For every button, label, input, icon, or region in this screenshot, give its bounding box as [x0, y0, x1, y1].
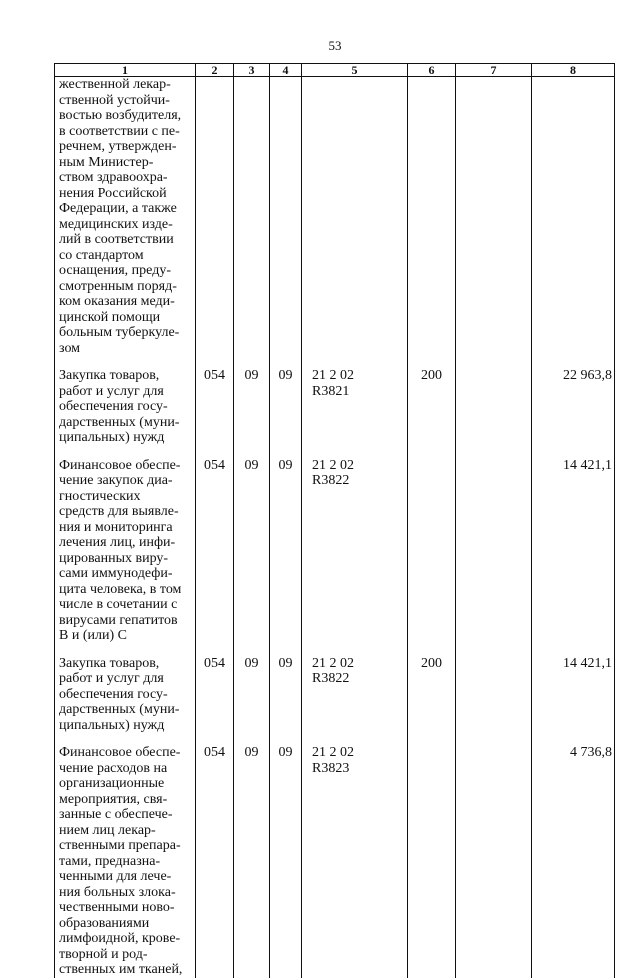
- row-expense-type: [408, 458, 456, 644]
- row-ministry-code: [196, 77, 234, 357]
- row-name-line: лимфоидной, крове-: [59, 931, 181, 946]
- table-row: [55, 77, 615, 357]
- row-name-line: ком оказания меди-: [59, 294, 175, 309]
- row-name-line: Финансовое обеспе-: [59, 745, 181, 760]
- row-section: 09: [234, 458, 270, 644]
- row-expense-type: [408, 745, 456, 978]
- header-col-2: 2: [196, 64, 234, 77]
- row-name-line: работ и услуг для: [59, 671, 164, 686]
- row-name-line: ственных им тканей,: [59, 962, 183, 977]
- row-name-line: образованиями: [59, 915, 150, 931]
- row-subsection: 09: [270, 656, 302, 734]
- row-name-line: обеспечения госу-: [59, 399, 168, 414]
- row-name: [55, 745, 196, 978]
- row-name-line: чественными ново-: [59, 900, 175, 915]
- row-gap: [55, 644, 615, 656]
- row-name-line: ципальных) нужд: [59, 430, 165, 445]
- row-amount: 14 421,1: [532, 458, 615, 644]
- row-amount: [532, 77, 615, 357]
- header-col-3: 3: [234, 64, 270, 77]
- row-name-line: оснащения, преду-: [59, 263, 171, 278]
- row-section: 09: [234, 368, 270, 446]
- row-name: [55, 458, 196, 644]
- page-number: 53: [328, 38, 342, 53]
- row-name-line: ственной устойчи-: [59, 92, 170, 108]
- row-name-line: востью возбудителя,: [59, 108, 182, 123]
- header-col-7: 7: [456, 64, 532, 77]
- header-col-1: 1: [55, 64, 196, 77]
- row-col7: [456, 458, 532, 644]
- row-name-line: Закупка товаров,: [59, 368, 160, 383]
- row-section: [234, 77, 270, 357]
- row-target-code: 21 2 02 R3823: [302, 745, 408, 978]
- row-name-line: в соответствии с пе-: [59, 123, 180, 139]
- row-name-line: В и (или) С: [59, 628, 127, 643]
- row-name-line: ченными для лече-: [59, 869, 172, 884]
- row-name-line: ципальных) нужд: [59, 717, 165, 733]
- row-name-line: организационные: [59, 776, 165, 791]
- row-name-line: дарственных (муни-: [59, 414, 180, 430]
- table-row: [55, 458, 615, 644]
- row-target-code: 21 2 02 R3822: [302, 458, 408, 644]
- row-subsection: 09: [270, 458, 302, 644]
- row-name-line: жественной лекар-: [59, 77, 171, 92]
- row-name: [55, 656, 196, 734]
- row-name-line: творной и род-: [59, 946, 148, 962]
- row-name: [55, 368, 196, 446]
- row-name-line: дарственных (муни-: [59, 702, 180, 717]
- table-row: [55, 368, 615, 446]
- row-name: [55, 77, 196, 357]
- row-col7: [456, 745, 532, 978]
- row-name-line: ственными препара-: [59, 838, 181, 853]
- row-expense-type: 200: [408, 368, 456, 446]
- row-name-line: лечения лиц, инфи-: [59, 535, 176, 550]
- row-name-line: работ и услуг для: [59, 383, 164, 399]
- row-name-line: Закупка товаров,: [59, 655, 160, 671]
- header-col-4: 4: [270, 64, 302, 77]
- row-name-line: гностических: [59, 488, 141, 504]
- row-target-code: [302, 77, 408, 357]
- row-name-line: средств для выявле-: [59, 504, 179, 519]
- row-name-line: вирусами гепатитов: [59, 612, 178, 628]
- row-expense-type: 200: [408, 656, 456, 734]
- header-col-6: 6: [408, 64, 456, 77]
- row-subsection: [270, 77, 302, 357]
- row-name-line: Финансовое обеспе-: [59, 457, 181, 473]
- row-name-line: медицинских изде-: [59, 216, 173, 232]
- row-expense-type: [408, 77, 456, 357]
- header-row: [55, 64, 615, 77]
- row-gap: [55, 446, 615, 458]
- table-row: [55, 656, 615, 734]
- table-body: [55, 77, 615, 978]
- row-amount: 22 963,8: [532, 368, 615, 446]
- row-name-line: тами, предназна-: [59, 853, 161, 869]
- row-col7: [456, 656, 532, 734]
- row-name-line: цинской помощи: [59, 309, 161, 325]
- row-gap: [55, 356, 615, 368]
- row-section: 09: [234, 745, 270, 978]
- row-name-line: лий в соответствии: [59, 232, 174, 247]
- header-col-8: 8: [532, 64, 615, 77]
- row-name-line: чение расходов на: [59, 760, 168, 776]
- row-subsection: 09: [270, 368, 302, 446]
- row-target-code: 21 2 02 R3821: [302, 368, 408, 446]
- row-section: 09: [234, 656, 270, 734]
- row-name-line: занные с обеспече-: [59, 807, 173, 822]
- row-name-line: ния больных злока-: [59, 884, 176, 900]
- row-target-code: 21 2 02 R3822: [302, 656, 408, 734]
- row-name-line: мероприятия, свя-: [59, 791, 168, 807]
- row-name-line: ния и мониторинга: [59, 519, 173, 535]
- row-col7: [456, 77, 532, 357]
- row-name-line: обеспечения госу-: [59, 686, 168, 702]
- row-name-line: ством здравоохра-: [59, 170, 168, 185]
- row-name-line: сами иммунодефи-: [59, 566, 173, 581]
- row-ministry-code: 054: [196, 745, 234, 978]
- row-ministry-code: 054: [196, 458, 234, 644]
- row-name-line: больным туберкуле-: [59, 325, 180, 340]
- row-ministry-code: 054: [196, 368, 234, 446]
- table-row: [55, 745, 615, 978]
- row-name-line: со стандартом: [59, 247, 144, 263]
- row-name-line: цита человека, в том: [59, 581, 182, 597]
- row-name-line: числе в сочетании с: [59, 597, 178, 612]
- row-name-line: нения Российской: [59, 185, 167, 201]
- row-name-line: Федерации, а также: [59, 201, 177, 216]
- row-gap: [55, 733, 615, 745]
- row-name-line: смотренным поряд-: [59, 278, 177, 294]
- row-name-line: цированных виру-: [59, 550, 169, 566]
- header-col-5: 5: [302, 64, 408, 77]
- row-amount: 14 421,1: [532, 656, 615, 734]
- row-name-line: речнем, утвержден-: [59, 139, 177, 154]
- row-amount: 4 736,8: [532, 745, 615, 978]
- row-col7: [456, 368, 532, 446]
- row-ministry-code: 054: [196, 656, 234, 734]
- row-name-line: ным Министер-: [59, 154, 154, 170]
- row-subsection: 09: [270, 745, 302, 978]
- budget-table: [54, 63, 615, 978]
- row-name-line: зом: [59, 340, 81, 356]
- row-name-line: чение закупок диа-: [59, 473, 173, 488]
- row-name-line: нием лиц лекар-: [59, 822, 156, 838]
